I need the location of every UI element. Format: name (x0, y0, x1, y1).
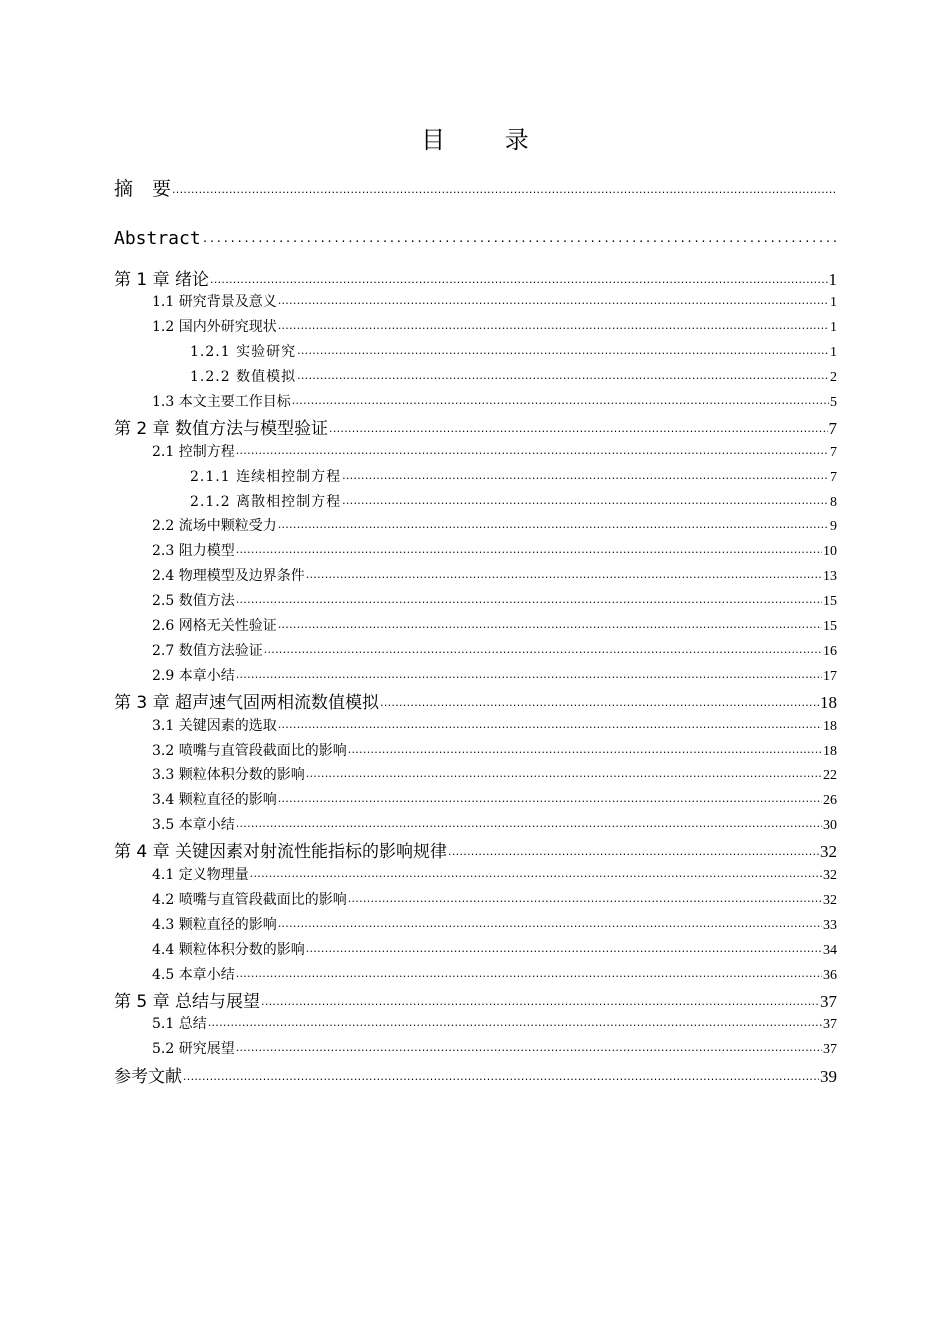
toc-page: 7 (828, 419, 837, 438)
leader-dots (236, 666, 822, 680)
toc-entry-chapter-3[interactable] (114, 688, 837, 713)
toc-label: 1.3 本文主要工作目标 (152, 394, 291, 410)
toc-page: 26 (823, 793, 837, 808)
toc-page: 7 (830, 470, 837, 485)
toc-entry-abstract-cn[interactable] (114, 174, 837, 201)
toc-page: 5 (830, 395, 837, 410)
toc-entry-section[interactable] (114, 540, 837, 560)
toc-label: 2.1 控制方程 (152, 444, 235, 460)
toc-label: 2.7 数值方法验证 (152, 643, 263, 659)
toc-entry-subsection[interactable] (114, 341, 837, 361)
toc-entry-section[interactable] (114, 665, 837, 685)
toc-label: 第 5 章 总结与展望 (114, 992, 261, 1012)
leader-dots (236, 1039, 822, 1053)
toc-entry-section[interactable] (114, 1038, 837, 1058)
leader-dots (348, 741, 822, 755)
leader-dots (278, 616, 822, 630)
toc-label: 1.2.1 实验研究 (190, 344, 297, 360)
toc-label: 5.1 总结 (152, 1016, 207, 1032)
toc-label: 4.2 喷嘴与直管段截面比的影响 (152, 892, 347, 908)
leader-dots (172, 178, 836, 195)
toc-entry-section[interactable] (114, 590, 837, 610)
toc-entry-section[interactable] (114, 615, 837, 635)
toc-label: 3.1 关键因素的选取 (152, 718, 277, 734)
toc-entry-section[interactable] (114, 914, 837, 934)
leader-dots (306, 566, 822, 580)
toc-label: 2.2 流场中颗粒受力 (152, 518, 277, 534)
toc-label: 2.4 物理模型及边界条件 (152, 568, 305, 584)
toc-label: 第 4 章 关键因素对射流性能指标的影响规律 (114, 842, 448, 862)
toc-label: 4.4 颗粒体积分数的影响 (152, 942, 305, 958)
toc-entry-section[interactable] (114, 789, 837, 809)
toc-label: 2.5 数值方法 (152, 593, 235, 609)
toc-page: 36 (823, 968, 837, 983)
toc-page: 18 (820, 693, 837, 712)
leader-dots (348, 890, 822, 904)
toc-entry-section[interactable] (114, 640, 837, 660)
toc-entry-chapter-1[interactable] (114, 265, 837, 290)
toc-page: 37 (823, 1017, 837, 1032)
leader-dots (278, 790, 822, 804)
toc-entry-subsection[interactable] (114, 466, 837, 486)
toc-entry-section[interactable] (114, 764, 837, 784)
toc-label: 3.3 颗粒体积分数的影响 (152, 767, 305, 783)
toc-label: 2.6 网格无关性验证 (152, 618, 277, 634)
leader-dots (210, 268, 827, 285)
toc-label: 3.2 喷嘴与直管段截面比的影响 (152, 743, 347, 759)
toc-label: 1.2 国内外研究现状 (152, 319, 277, 335)
toc-page: 1 (830, 345, 837, 360)
toc-page: 32 (823, 893, 837, 908)
toc-label: 4.1 定义物理量 (152, 867, 249, 883)
toc-label: 第 3 章 超声速气固两相流数值模拟 (114, 693, 380, 713)
toc-page: 34 (823, 943, 837, 958)
toc-label: 摘 要 (114, 178, 172, 200)
toc-entry-section[interactable] (114, 939, 837, 959)
leader-dots (380, 691, 819, 708)
toc-entry-references[interactable] (114, 1062, 837, 1087)
toc-entry-section[interactable] (114, 715, 837, 735)
leader-dots (250, 865, 822, 879)
toc-page: 10 (823, 544, 837, 559)
page-title: 目 录 (421, 126, 555, 154)
toc-label: 5.2 研究展望 (152, 1041, 235, 1057)
toc-entry-section[interactable] (114, 441, 837, 461)
toc-page: 39 (820, 1067, 837, 1086)
leader-dots (236, 442, 829, 456)
toc-entry-subsection[interactable] (114, 366, 837, 386)
toc-entry-section[interactable] (114, 889, 837, 909)
toc-entry-section[interactable] (114, 316, 837, 336)
toc-entry-section[interactable] (114, 291, 837, 311)
toc-entry-section[interactable] (114, 391, 837, 411)
toc-label: 1.1 研究背景及意义 (152, 294, 277, 310)
toc-page: 1 (830, 295, 837, 310)
toc-entry-section[interactable] (114, 814, 837, 834)
toc-label: 第 2 章 数值方法与模型验证 (114, 419, 329, 439)
leader-dots (306, 940, 822, 954)
leader-dots (183, 1065, 819, 1082)
toc-page: 18 (823, 744, 837, 759)
leader-dots (261, 990, 819, 1007)
toc-page: 7 (830, 445, 837, 460)
toc-entry-chapter-4[interactable] (114, 837, 837, 862)
toc-entry-section[interactable] (114, 864, 837, 884)
toc-page: 13 (823, 569, 837, 584)
leader-dots (278, 716, 822, 730)
toc-label: 2.1.2 离散相控制方程 (190, 494, 342, 510)
toc-label: 4.5 本章小结 (152, 967, 235, 983)
toc-label: 2.1.1 连续相控制方程 (190, 469, 342, 485)
toc-page: 2 (830, 370, 837, 385)
toc-page: 9 (830, 519, 837, 534)
toc-page: 1 (830, 320, 837, 335)
toc-page: 32 (820, 842, 837, 861)
toc-label: 第 1 章 绪论 (114, 270, 210, 290)
leader-dots (297, 342, 829, 356)
toc-entry-section[interactable] (114, 1013, 837, 1033)
leader-dots (236, 815, 822, 829)
leader-dots (264, 641, 822, 655)
leader-dots (236, 541, 822, 555)
leader-dots (278, 317, 829, 331)
leader-dots (278, 915, 822, 929)
toc-page: 22 (823, 768, 837, 783)
toc-entry-section[interactable] (114, 565, 837, 585)
toc-page: 18 (823, 719, 837, 734)
toc-label: 3.4 颗粒直径的影响 (152, 792, 277, 808)
toc-entry-chapter-5[interactable] (114, 987, 837, 1012)
toc-entry-section[interactable] (114, 515, 837, 535)
toc-entry-subsection[interactable] (114, 491, 837, 511)
leader-dots (208, 1014, 822, 1028)
toc-page: 17 (823, 669, 837, 684)
leader-dots (329, 417, 827, 434)
toc-label: Abstract (114, 228, 201, 249)
toc-page: 16 (823, 644, 837, 659)
toc-entry-chapter-2[interactable] (114, 414, 837, 439)
toc-label: 参考文献 (114, 1067, 182, 1087)
toc-label: 4.3 颗粒直径的影响 (152, 917, 277, 933)
leader-dots (236, 591, 822, 605)
leader-dots (342, 492, 829, 506)
leader-dots (292, 392, 829, 406)
toc-entry-section[interactable] (114, 964, 837, 984)
toc-label: 2.3 阻力模型 (152, 543, 235, 559)
toc-page: 32 (823, 868, 837, 883)
toc-page: 37 (820, 992, 837, 1011)
leader-dots (306, 765, 822, 779)
toc-page: 30 (823, 818, 837, 833)
leader-dots (202, 227, 836, 244)
toc-page: 33 (823, 918, 837, 933)
toc-page: 15 (823, 594, 837, 609)
leader-dots (342, 467, 829, 481)
toc-page: 37 (823, 1042, 837, 1057)
toc-page: 15 (823, 619, 837, 634)
leader-dots (278, 292, 829, 306)
leader-dots (448, 840, 819, 857)
leader-dots (278, 516, 829, 530)
toc-label: 2.9 本章小结 (152, 668, 235, 684)
toc-page: 1 (828, 270, 837, 289)
toc-page: 8 (830, 495, 837, 510)
toc-label: 3.5 本章小结 (152, 817, 235, 833)
leader-dots (297, 367, 829, 381)
toc-entry-section[interactable] (114, 740, 837, 760)
toc-label: 1.2.2 数值模拟 (190, 369, 297, 385)
leader-dots (236, 965, 822, 979)
toc-entry-abstract-en[interactable] (114, 227, 837, 249)
